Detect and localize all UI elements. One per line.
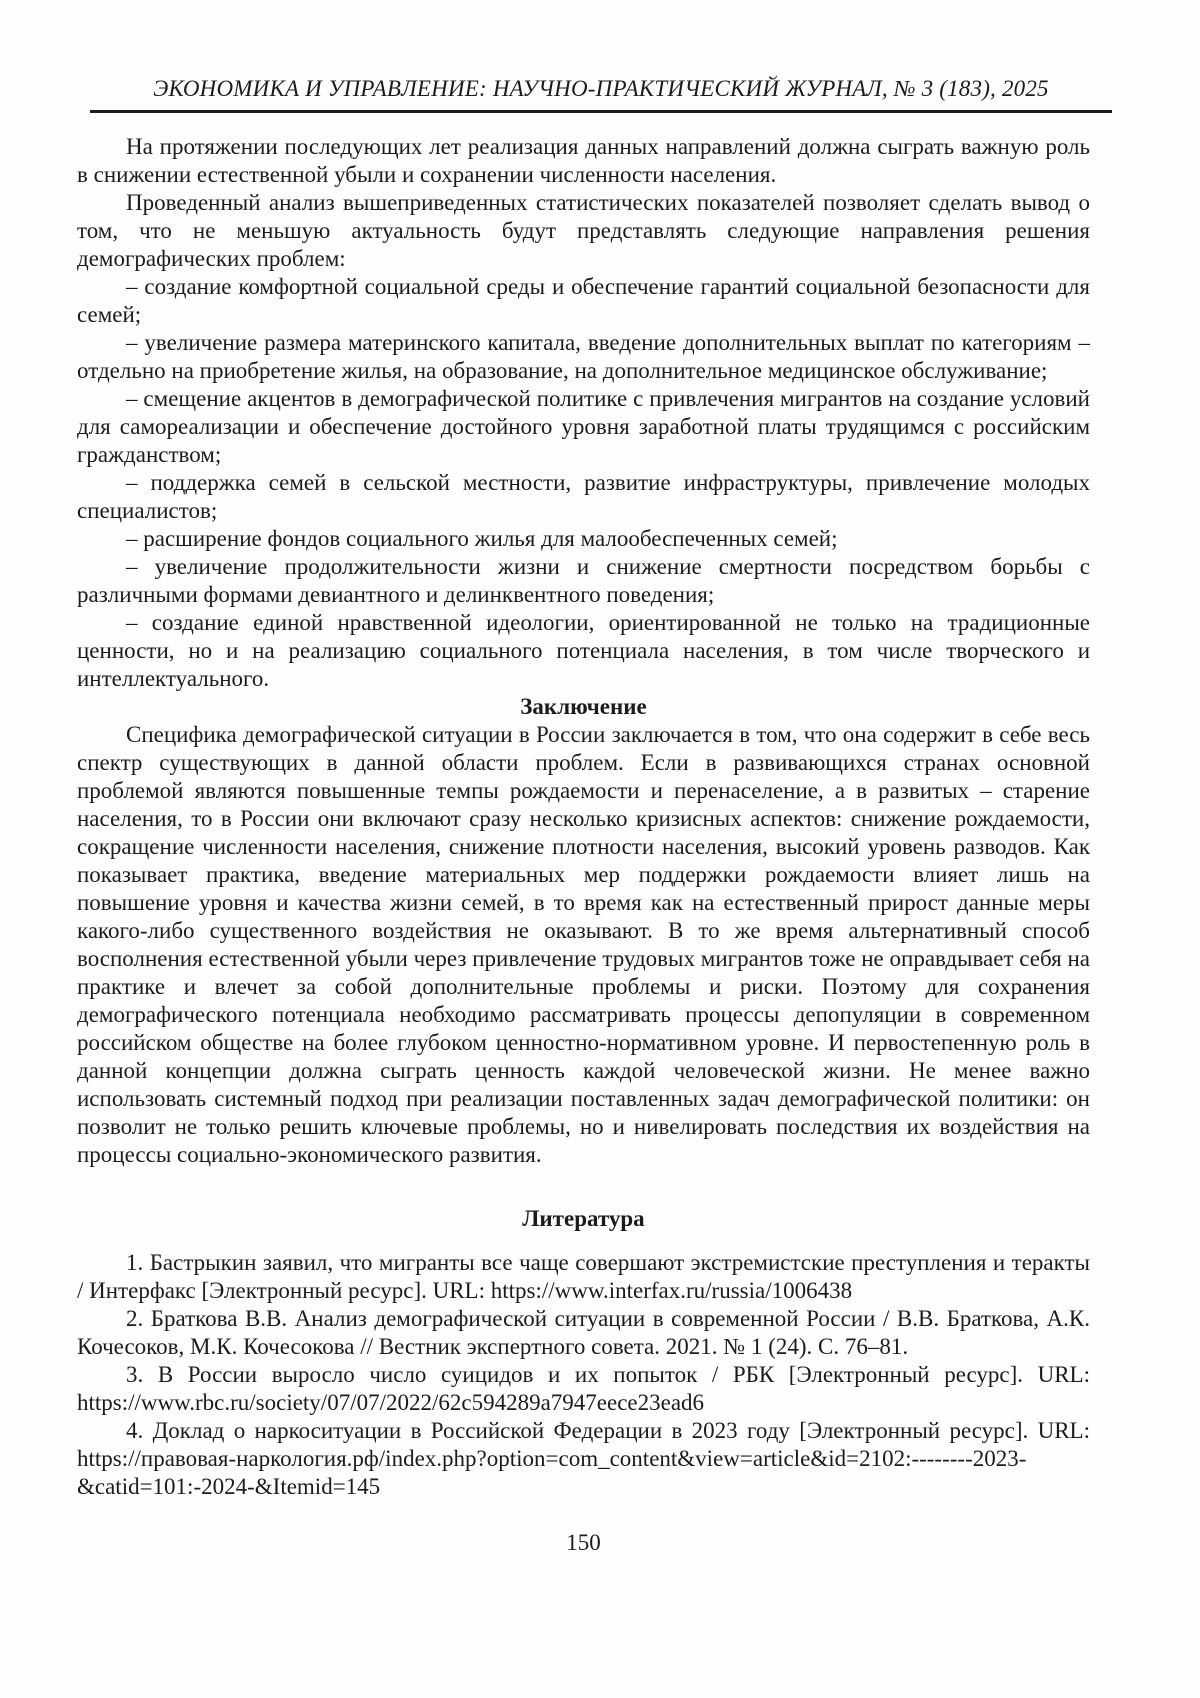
reference-item: 1. Бастрыкин заявил, что мигранты все чаще совершают экстремистские преступления и теракты / Интерфакс [Электронный ресурс]. URL: https://www.interfax.ru/russia/1006438 [77, 1250, 1090, 1303]
header-rule [90, 110, 1112, 113]
list-item-paragraph: – создание комфортной социальной среды и обеспечение гарантий социальной безопасности для семей; [77, 274, 1090, 327]
reference-item: 2. Браткова В.В. Анализ демографической ситуации в современной России / В.В. Браткова, А.К. Кочесоков, М.К. Кочесокова // Вестник экспертного совета. 2021. № 1 (24). С. 76–81. [77, 1306, 1090, 1359]
reference-item: 4. Доклад о наркоситуации в Российской Федерации в 2023 году [Электронный ресурс]. URL: https://правовая-наркология.рф/index.php?option=com_content&view=article&id=2102:--------2023-&catid=101:-2024-&Itemid=145 [77, 1418, 1090, 1499]
body-paragraph: На протяжении последующих лет реализация данных направлений должна сыграть важную роль в снижении естественной убыли и сохранении численности населения. [77, 134, 1090, 187]
list-item-paragraph: – поддержка семей в сельской местности, развитие инфраструктуры, привлечение молодых специалистов; [77, 470, 1090, 523]
list-item-paragraph: – увеличение размера материнского капитала, введение дополнительных выплат по категориям – отдельно на приобретение жилья, на образование, на дополнительное медицинское обслуживание; [77, 330, 1090, 383]
reference-item: 3. В России выросло число суицидов и их попыток / РБК [Электронный ресурс]. URL: https://www.rbc.ru/society/07/07/2022/62c594289a7947eece23ead6 [77, 1362, 1090, 1415]
journal-running-head: ЭКОНОМИКА И УПРАВЛЕНИЕ: НАУЧНО-ПРАКТИЧЕСКИЙ ЖУРНАЛ, № 3 (183), 2025 [153, 76, 1049, 101]
page-number: 150 [566, 1530, 601, 1555]
body-paragraph: Проведенный анализ вышеприведенных статистических показателей позволяет сделать вывод о том, что не меньшую актуальность будут представлять следующие направления решения демографических проблем: [77, 190, 1090, 271]
list-item-paragraph: – увеличение продолжительности жизни и снижение смертности посредством борьбы с различными формами девиантного и делинквентного поведения; [77, 554, 1090, 607]
article-body [77, 133, 1090, 1557]
list-item-paragraph: – смещение акцентов в демографической политике с привлечения мигрантов на создание условий для самореализации и обеспечение достойного уровня заработной платы трудящимся с российским гражданством; [77, 386, 1090, 467]
list-item-paragraph: – создание единой нравственной идеологии, ориентированной не только на традиционные ценности, но и на реализацию социального потенциала населения, в том числе творческого и интеллектуального. [77, 610, 1090, 691]
list-item-paragraph: – расширение фондов социального жилья для малообеспеченных семей; [126, 526, 838, 551]
references-heading: Литература [522, 1206, 645, 1231]
conclusion-paragraph: Специфика демографической ситуации в России заключается в том, что она содержит в себе весь спектр существующих в данной области проблем. Если в развивающихся странах основной проблемой являются повышенные темпы рождаемости и перенаселение, а в развитых – старение населения, то в России они включают сразу несколько кризисных аспектов: снижение рождаемости, сокращение численности населения, снижение плотности населения, высокий уровень разводов. Как показывает практика, введение материальных мер поддержки рождаемости влияет лишь на повышение уровня и качества жизни семей, в то время как на естественный прирост данные меры какого-либо существенного воздействия не оказывают. В то же время альтернативный способ восполнения естественной убыли через привлечение трудовых мигрантов тоже не оправдывает себя на практике и влечет за собой дополнительные проблемы и риски. Поэтому для сохранения демографического потенциала необходимо рассматривать процессы депопуляции в современном российском обществе на более глубоком ценностно-нормативном уровне. И первостепенную роль в данной концепции должна сыграть ценность каждой человеческой жизни. Не менее важно использовать системный подход при реализации поставленных задач демографической политики: он позволит не только решить ключевые проблемы, но и нивелировать последствия их воздействия на процессы социально-экономического развития. [77, 722, 1090, 1167]
conclusion-heading: Заключение [520, 694, 647, 719]
